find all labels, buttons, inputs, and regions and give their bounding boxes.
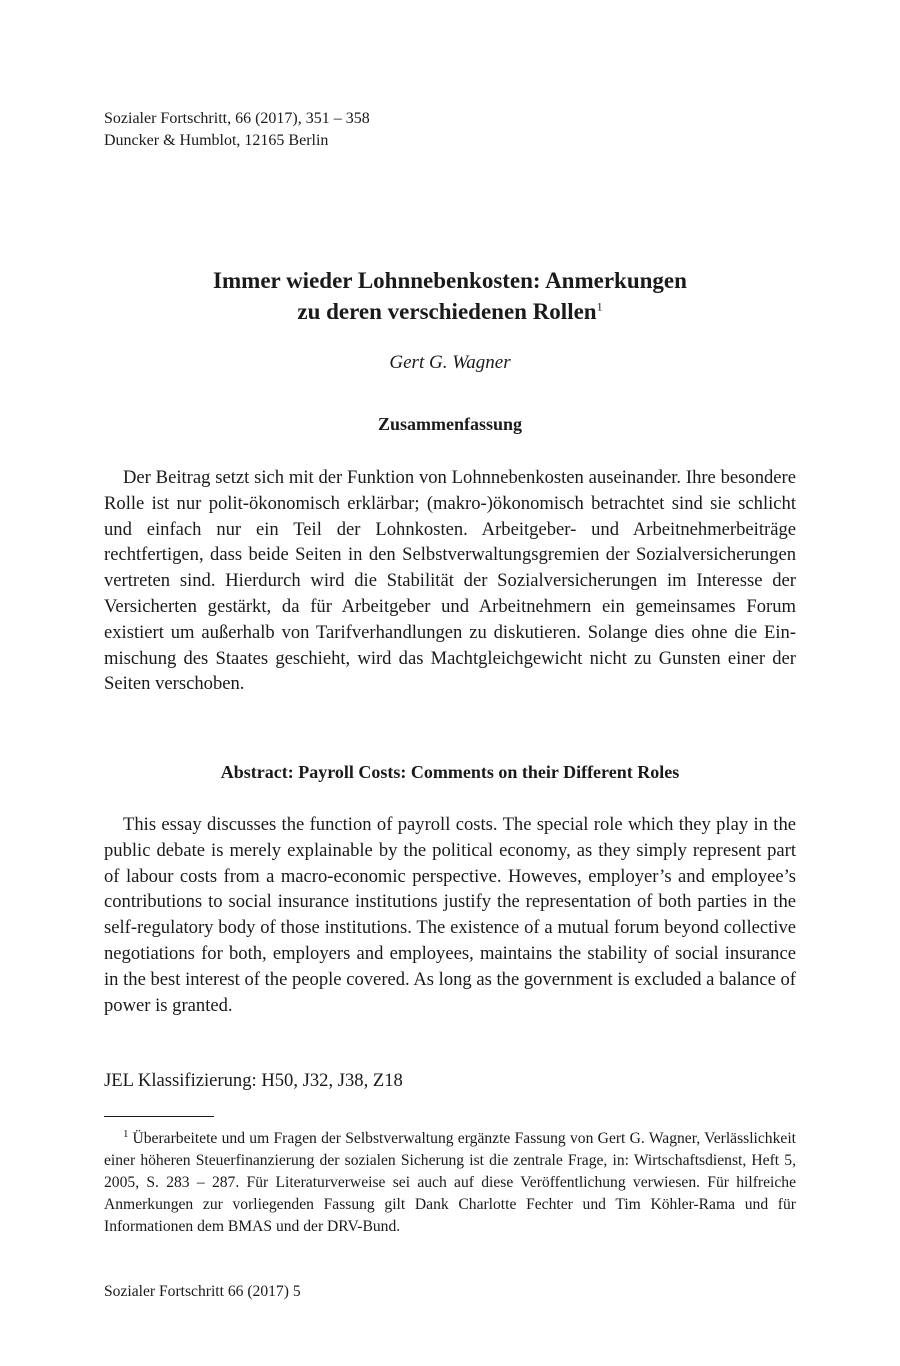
title-line-2 bbox=[104, 296, 796, 327]
journal-page bbox=[104, 0, 796, 1366]
page-footer: Sozialer Fortschritt 66 (2017) 5 bbox=[104, 1283, 301, 1300]
abstract-heading: Abstract: Payroll Costs: Comments on their Different Roles bbox=[220, 762, 680, 782]
footnote bbox=[104, 1128, 796, 1238]
abstract-paragraph: This essay discusses the function of payroll costs. The special role which they play in the public debate is merely explainable by the political economy, as they simply represent part of labour costs from a macro-economic perspective. Howeves, employer’s and employee’s contributions to social insurance institutions justify the representation of both parties in the self-regulatory body of those institutions. The existence of a mutual forum beyond collective negotiations for both, employers and employees, maintains the stability of social insurance in the best interest of the people covered. As long as the government is excluded a balance of power is granted. bbox=[104, 814, 796, 1016]
article-title bbox=[104, 265, 796, 327]
title-line-2-text: zu deren verschiedenen Rollen bbox=[297, 299, 597, 324]
author-name: Gert G. Wagner bbox=[389, 352, 511, 373]
journal-header bbox=[104, 108, 370, 152]
summary-heading: Zusammenfassung bbox=[377, 414, 523, 434]
footnote-marker: 1 bbox=[123, 1127, 129, 1140]
summary-paragraph: Der Beitrag setzt sich mit der Funktion von Lohnnebenkosten auseinander. Ihre besondere Rolle ist nur polit-ökonomisch erklärbar; (makro-)ökonomisch betrachtet sind sie schlicht und einfach nur ein Teil der Lohnkosten. Arbeitgeber- und Arbeitnehmerbeiträge rechtfertigen, dass beide Seiten in den Selbstverwaltungsgremien der Sozialversicherungen vertreten sind. Hierdurch wird die Stabilität der Sozialversicherungen im Interesse der Versicherten gestärkt, da für Arbeitgeber und Arbeitnehmern ein gemeinsames Forum existiert um außerhalb von Tarifverhandlungen zu diskutieren. Solange dies ohne die Einmischung des Staates geschieht, wird das Machtgleichgewicht nicht zu Gunsten einer der Seiten verschoben. bbox=[104, 467, 796, 695]
title-footnote-marker[interactable]: 1 bbox=[596, 299, 603, 314]
footnote-text: Überarbeitete und um Fragen der Selbstverwaltung ergänzte Fassung von Gert G. Wagner, Verlässlichkeit einer höheren Steuerfinanzierung der sozialen Sicherung ist die zentrale Frage, in: Wirtschaftsdienst, Heft 5, 2005, S. 283 – 287. Für Literaturverweise sei auch auf diese Veröffentlichung verwiesen. Für hilfreiche Anmerkungen zur vorliegenden Fassung gilt Dank Charlotte Fechter und Tim Köhler-Rama und für Informationen dem BMAS und der DRV-Bund. bbox=[104, 1130, 796, 1235]
footnote-divider bbox=[104, 1116, 214, 1117]
journal-citation: Sozialer Fortschritt, 66 (2017), 351 – 358 bbox=[104, 110, 370, 127]
publisher-line: Duncker & Humblot, 12165 Berlin bbox=[104, 132, 329, 149]
title-line-1: Immer wieder Lohnnebenkosten: Anmerkungen bbox=[213, 268, 687, 293]
jel-classification: JEL Klassifizierung: H50, J32, J38, Z18 bbox=[104, 1070, 403, 1091]
